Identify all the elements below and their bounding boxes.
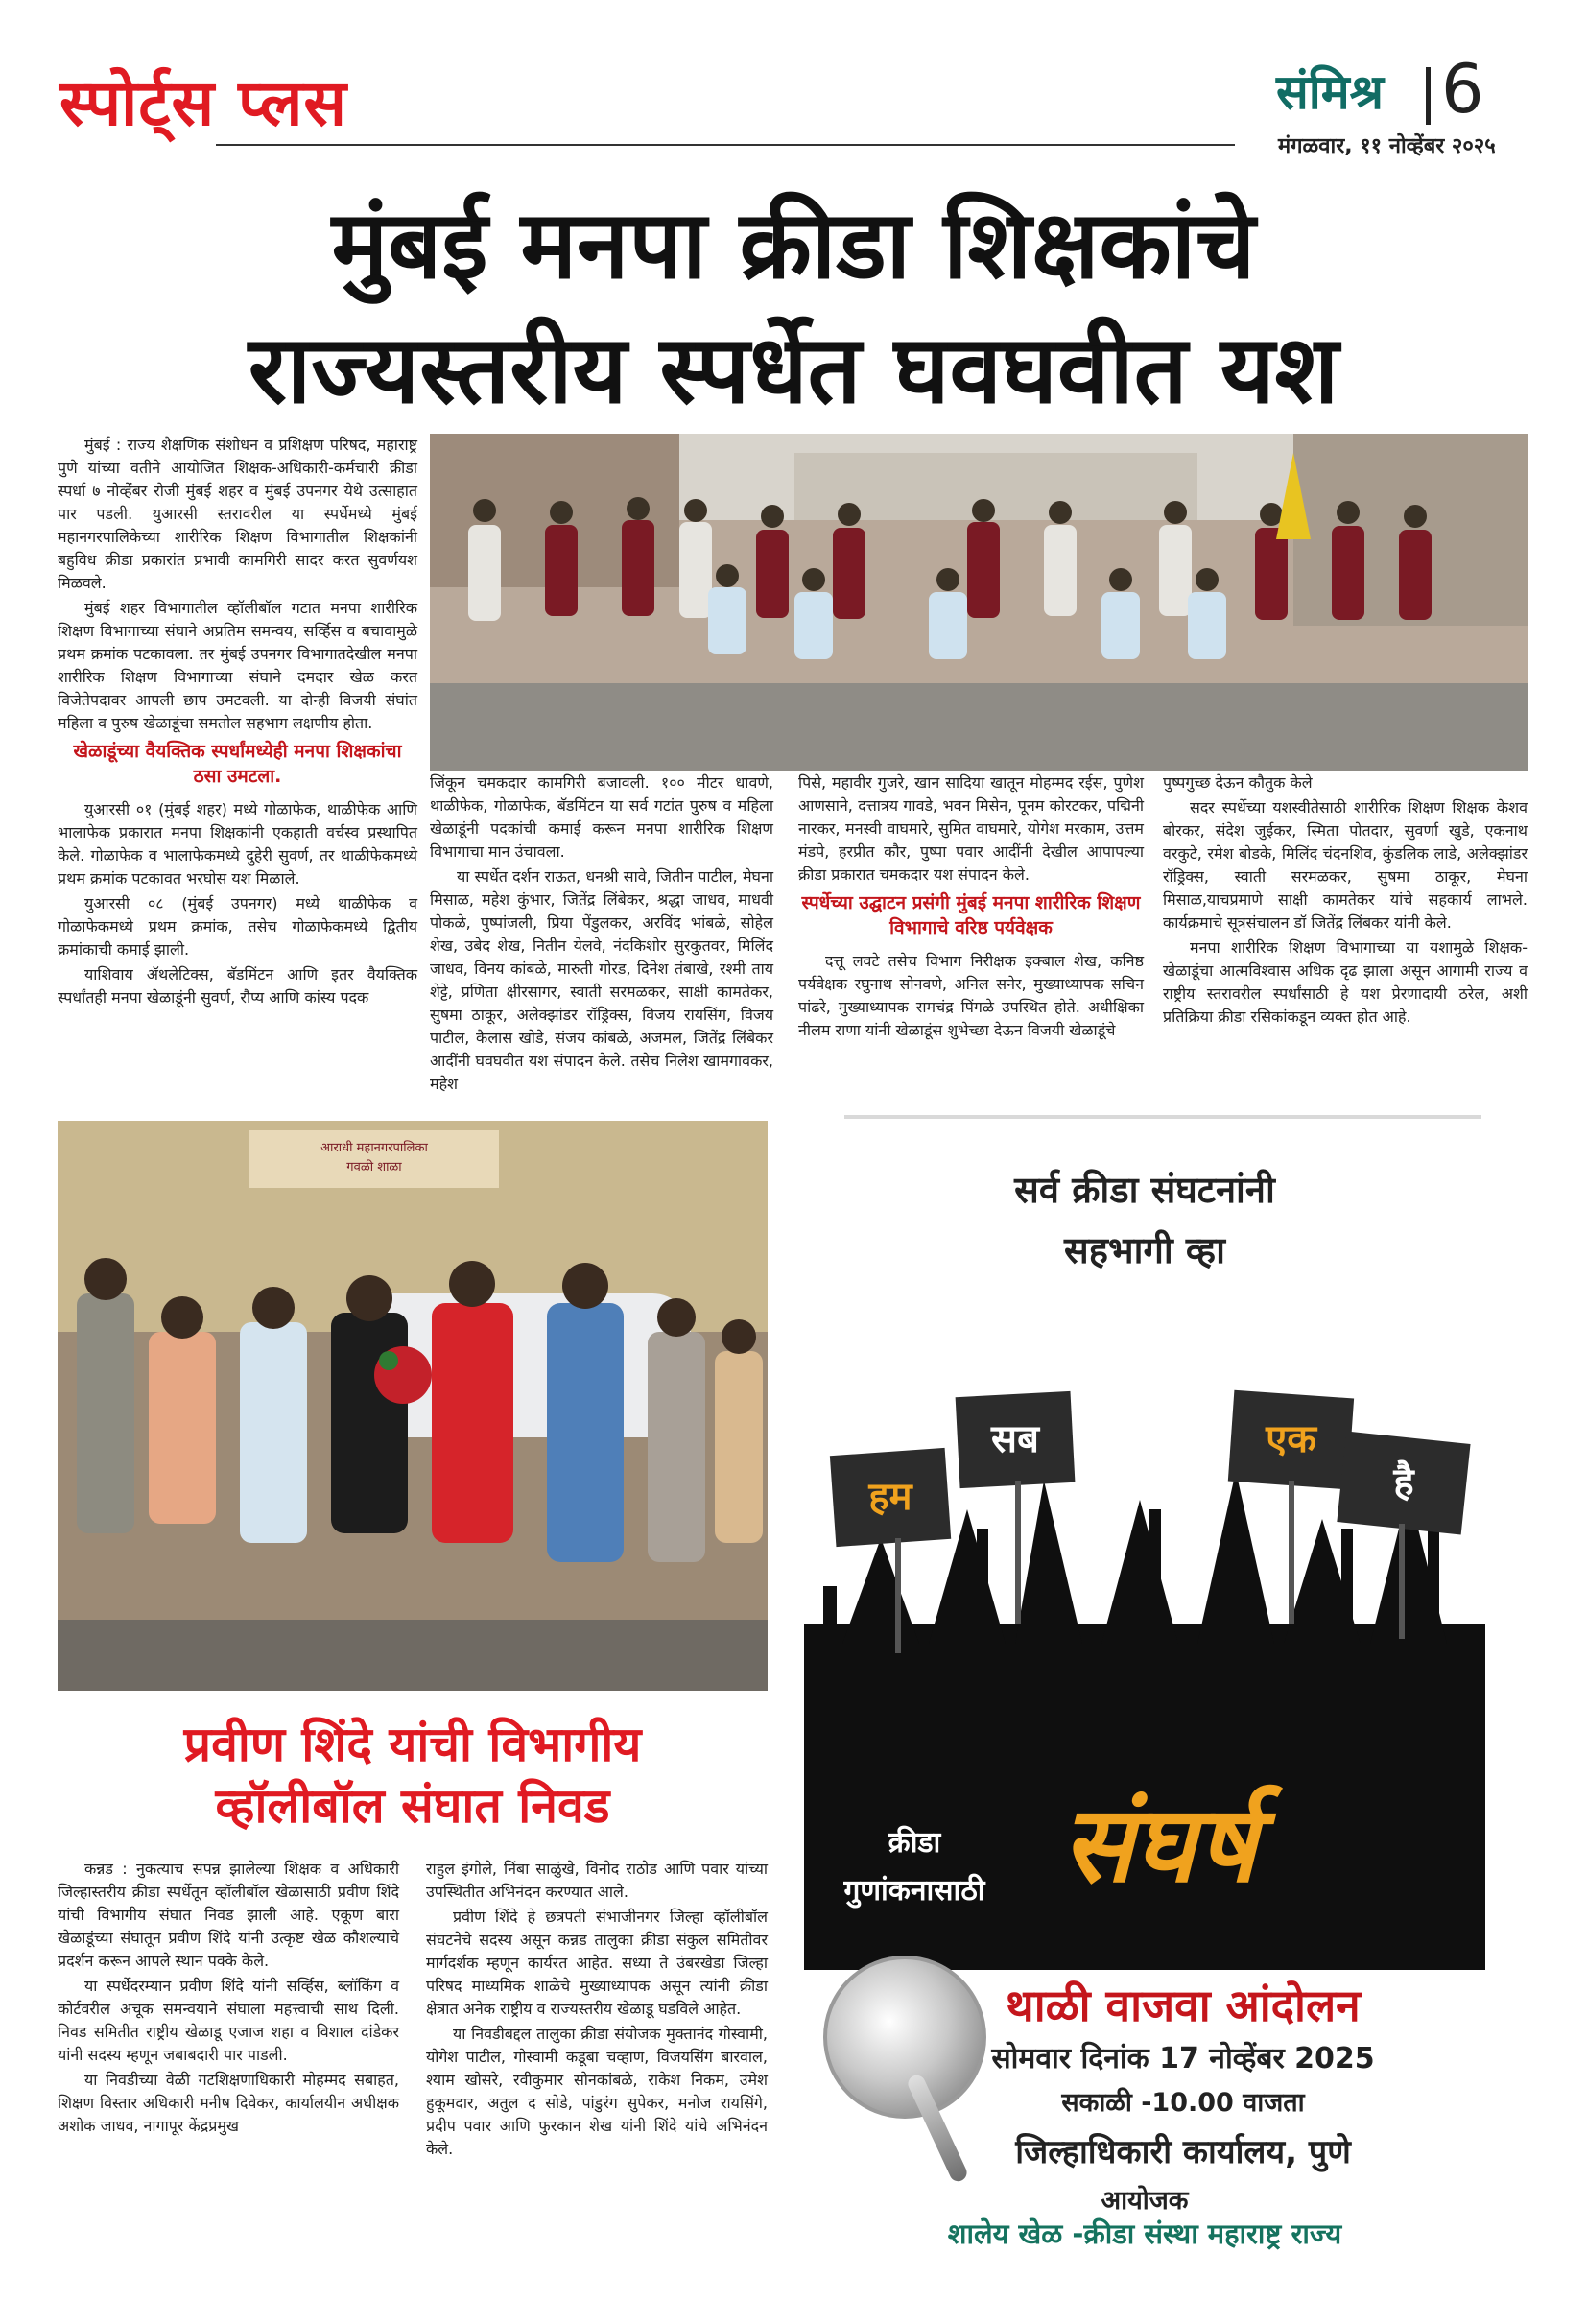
poster-top-border (844, 1115, 1481, 1119)
subheading: स्पर्धेच्या उद्घाटन प्रसंगी मुंबई मनपा शारीरिक शिक्षण विभागाचे वरिष्ठ पर्यवेक्षक (801, 892, 1141, 938)
paragraph: या निवडीच्या वेळी गटशिक्षणाधिकारी मोहम्मद सबाहत, शिक्षण विस्तार अधिकारी मनीष दिवेकर, कार्यालयीन अधीक्षक अशोक जाधव, नागापूर केंद्रप्रमुख (58, 2071, 399, 2135)
paragraph: जिंकून चमकदार कामगिरी बजावली. १०० मीटर धावणे, थाळीफेक, गोळाफेक, बॅडमिंटन या सर्व गटांत पुरुष व महिला खेळाडूंनी पदकांची कमाई करून मनपा शारीरिक शिक्षण विभागाचा मान उंचावला. (430, 773, 773, 861)
group-photo (430, 434, 1528, 771)
poster-date: सोमवार दिनांक 17 नोव्हेंबर 2025 (991, 2042, 1375, 2075)
masthead: स्पोर्ट्स प्लस (59, 66, 347, 140)
paragraph: याशिवाय ॲथलेटिक्स, बॅडमिंटन आणि इतर वैयक्तिक स्पर्धांतही मनपा खेळाडूंनी सुवर्ण, रौप्य आणि कांस्य पदक (58, 965, 417, 1007)
poster-line1: सर्व क्रीडा संघटनांनी (1014, 1169, 1275, 1211)
paragraph: प्रवीण शिंदे हे छत्रपती संभाजीनगर जिल्हा व्हॉलीबॉल संघटनेचे सदस्य असून कन्नड तालुका क्रीडा संकुल समितीवर मार्गदर्शक म्हणून कार्यरत आहेत. सध्या ते उंबरखेडा जिल्हा परिषद माध्यमिक शाळेचे मुख्याध्यापक असून त्यांनी क्रीडा क्षेत्रात अनेक राष्ट्रीय व राज्यस्तरीय खेळाडू घडविले आहेत. (426, 1908, 768, 2018)
placard-3: एक (1266, 1417, 1316, 1461)
paragraph: पुष्पगुच्छ देऊन कौतुक केले (1163, 773, 1313, 792)
issue-date: मंगळवार, ११ नोव्हेंबर २०२५ (1278, 134, 1496, 158)
poster-title: थाळी वाजवा आंदोलन (1006, 1980, 1361, 2031)
paragraph: युआरसी ०८ (मुंबई उपनगर) मध्ये थाळीफेक व गोळाफेकमध्ये प्रथम क्रमांक, तसेच गोळाफेकमध्ये द्वितीय क्रमांकाची कमाई झाली. (58, 894, 417, 959)
poster-organiser: शालेय खेळ -क्रीडा संस्था महाराष्ट्र राज्य (947, 2217, 1342, 2250)
paragraph: या स्पर्धेत दर्शन राऊत, धनश्री सावे, जितीन पाटील, मेघना मिसाळ, महेश कुंभार, जितेंद्र लिंबेकर, श्रद्धा जाधव, माधवी पोकळे, पुष्पांजली, प्रिया पेंडुलकर, अरविंद भांबळे, सोहेल शेख, उबेद शेख, नितीन येलवे, नंदकिशोर सुरकुतवर, मिलिंद जाधव, विनय कांबळे, मारुती गोरड, दिनेश तंबाखे, रश्मी ताय शेट्टे, प्रणिता क्षीरसागर, स्वाती सरमळकर, साक्षी कामतेकर, सुषमा ठाकूर, अलेक्झांडर रॉड्रिक्स, विजय रायसिंग, विजय पाटील, कैलास खोडे, संजय कांबळे, अजमल, जितेंद्र लिंबेकर आदींनी घवघवीत यश संपादन केले. तसेच निलेश खामगावकर, महेश (430, 867, 773, 1093)
poster-time: सकाळी -10.00 वाजता (1061, 2088, 1305, 2118)
paragraph: कन्नड : नुकत्याच संपन्न झालेल्या शिक्षक व अधिकारी जिल्हास्तरीय क्रीडा स्पर्धेतून व्हॉलीबॉल खेळासाठी प्रवीण शिंदे यांची विभागीय संघात निवड झाली आहे. एकूण बारा खेळाडूंच्या संघातून प्रवीण शिंदे यांनी उत्कृष्ट खेळ कौशल्याचे प्रदर्शन करून आपले स्थान पक्के केले. (58, 1860, 399, 1970)
story1-column2 (430, 771, 773, 1098)
page-number: 6 (1441, 50, 1484, 129)
paragraph: मुंबई : राज्य शैक्षणिक संशोधन व प्रशिक्षण परिषद, महाराष्ट्र पुणे यांच्या वतीने आयोजित शिक्षक-अधिकारी-कर्मचारी क्रीडा स्पर्धा ७ नोव्हेंबर रोजी मुंबई शहर व मुंबई उपनगर येथे उत्साहात पार पडली. युआरसी स्तरावरील या स्पर्धेमध्ये मुंबई महानगरपालिकेच्या शारीरिक शिक्षण विभागातील शिक्षकांनी बहुविध क्रीडा प्रकारांत प्रभावी कामगिरी सादर करत सुवर्णयश मिळवले. (58, 436, 417, 592)
photo-banner-text: आराधी महानगरपालिका (320, 1141, 428, 1155)
poster-crowd-graphic (804, 1337, 1485, 1970)
header-rule (216, 144, 1235, 146)
section-divider (1426, 67, 1431, 125)
paragraph: युआरसी ०१ (मुंबई शहर) मध्ये गोळाफेक, थाळीफेक आणि भालाफेक प्रकारात मनपा शिक्षकांनी एकहाती वर्चस्व प्रस्थापित केले. गोळाफेक व भालाफेकमध्ये दुहेरी सुवर्ण, तर थाळीफेकमध्ये प्रथम क्रमांक पटकावत भरघोस यश मिळाले. (58, 800, 417, 888)
poster-line2: सहभागी व्हा (1064, 1229, 1225, 1271)
paragraph: सदर स्पर्धेच्या यशस्वीतेसाठी शारीरिक शिक्षण शिक्षक केशव बोरकर, संदेश जुईकर, स्मिता पोतदार, सुवर्णा खुडे, एकनाथ वरकुटे, रमेश बोडके, मिलिंद चंदनशिव, कुंडलिक लाडे, अलेक्झांडर रॉड्रिक्स, स्वाती सरमळकर, सुषमा ठाकूर, मेघना मिसाळ,याचप्रमाणे साक्षी कामतेकर यांचे सहकार्य लाभले. कार्यक्रमाचे सूत्रसंचालन डॉ जितेंद्र लिंबकर यांनी केले. (1163, 798, 1528, 932)
paragraph: दत्तू लवटे तसेच विभाग निरीक्षक इक्बाल शेख, कनिष्ठ पर्यवेक्षक रघुनाथ सोनवणे, अनिल सनेर, मुख्याध्यापक सचिन पांढरे, मुख्याध्यापक रामचंद्र पिंगळे उपस्थित होते. अधीक्षिका नीलम राणा यांनी खेळाडूंस शुभेच्छा देऊन विजयी खेळाडूंचे (798, 952, 1144, 1039)
main-headline-line1: मुंबई मनपा क्रीडा शिक्षकांचे (331, 191, 1256, 300)
felicitation-photo (58, 1121, 768, 1691)
story1-column3 (798, 771, 1144, 1044)
placard-2: सब (991, 1417, 1039, 1461)
paragraph: या निवडीबद्दल तालुका क्रीडा संयोजक मुक्तानंद गोस्वामी, योगेश पाटील, गोस्वामी कडूबा चव्हाण, विजयसिंग बारवाल, श्याम खोसरे, रवीकुमार सोनकांबळे, राकेश निकम, उमेश हुकूमदार, अतुल द सोडे, पांडुरंग सुपेकर, मनोज रायसिंगे, प्रदीप पवार आणि फुरकान शेख यांनी शिंदे यांचे अभिनंदन केले. (426, 2025, 768, 2158)
placard-4: है (1393, 1460, 1414, 1505)
poster-organiser-label: आयोजक (1101, 2186, 1189, 2216)
paragraph: राहुल इंगोले, निंबा साळुंखे, विनोद राठोड आणि पवार यांच्या उपस्थितीत अभिनंदन करण्यात आले. (426, 1860, 768, 1901)
story2-column2 (426, 1858, 768, 2163)
poster-venue: जिल्हाधिकारी कार्यालय, पुणे (1015, 2133, 1351, 2171)
paragraph: पिसे, महावीर गुजरे, खान सादिया खातून मोहम्मद रईस, पुणेश आणसाने, दत्तात्रय गावडे, भवन मिसेन, पूनम कोरटकर, पद्मिनी नारकर, मनस्वी वाघमारे, सुमित वाघमारे, योगेश मरकाम, उत्तम मंडपे, हरप्रीत कौर, पुष्पा पवार आदींनी देखील आपापल्या क्रीडा प्रकारात चमकदार यश संपादन केले. (798, 773, 1144, 884)
subheading: खेळाडूंच्या वैयक्तिक स्पर्धांमध्येही मनपा शिक्षकांचा ठसा उमटला. (73, 741, 402, 787)
poster-mid-line2: गुणांकनासाठी (843, 1874, 985, 1908)
paragraph: मनपा शारीरिक शिक्षण विभागाच्या या यशामुळे शिक्षक-खेळाडूंचा आत्मविश्वास अधिक दृढ झाला असून आगामी राज्य व राष्ट्रीय स्तरावरील स्पर्धांसाठी हे यश प्रेरणादायी ठरेल, अशी प्रतिक्रिया क्रीडा रसिकांकडून व्यक्त होत आहे. (1163, 938, 1528, 1026)
story1-column1 (58, 434, 417, 1011)
main-headline-line2: राज्यस्तरीय स्पर्धेत घवघवीत यश (248, 316, 1339, 425)
section-label: संमिश्र (1276, 64, 1385, 120)
protest-poster (804, 1121, 1485, 2250)
paragraph: या स्पर्धेदरम्यान प्रवीण शिंदे यांनी सर्व्हिस, ब्लॉकिंग व कोर्टवरील अचूक समन्वयाने संघाला महत्त्वाची साथ दिली. निवड समितीत राष्ट्रीय खेळाडू एजाज शहा व विशाल दांडेकर यांनी सदस्य म्हणून जबाबदारी पार पाडली. (58, 1977, 399, 2064)
story2-column1 (58, 1858, 399, 2140)
poster-mid-line1: क्रीडा (888, 1826, 941, 1860)
paragraph: मुंबई शहर विभागातील व्हॉलीबॉल गटात मनपा शारीरिक शिक्षण विभागाच्या संघाने अप्रतिम समन्वय, सर्व्हिस व बचावामुळे प्रथम क्रमांक पटकावला. तर मुंबई उपनगर विभागातदेखील मनपा शारीरिक शिक्षण विभागाच्या संघाने दमदार खेळ करत विजेतेपदावर आपली छाप उमटवली. या दोन्ही विजयी संघांत महिला व पुरुष खेळाडूंचा समतोल सहभाग लक्षणीय होता. (58, 599, 417, 732)
story1-column4 (1163, 771, 1528, 1031)
story2-headline-line1: प्रवीण शिंदे यांची विभागीय (183, 1717, 642, 1772)
story2-headline-line2: व्हॉलीबॉल संघात निवड (215, 1778, 610, 1834)
placard-1: हम (868, 1475, 912, 1519)
poster-big-word: संघर्ष (1061, 1783, 1257, 1906)
photo-banner-text-2: गवळी शाळा (346, 1160, 402, 1174)
